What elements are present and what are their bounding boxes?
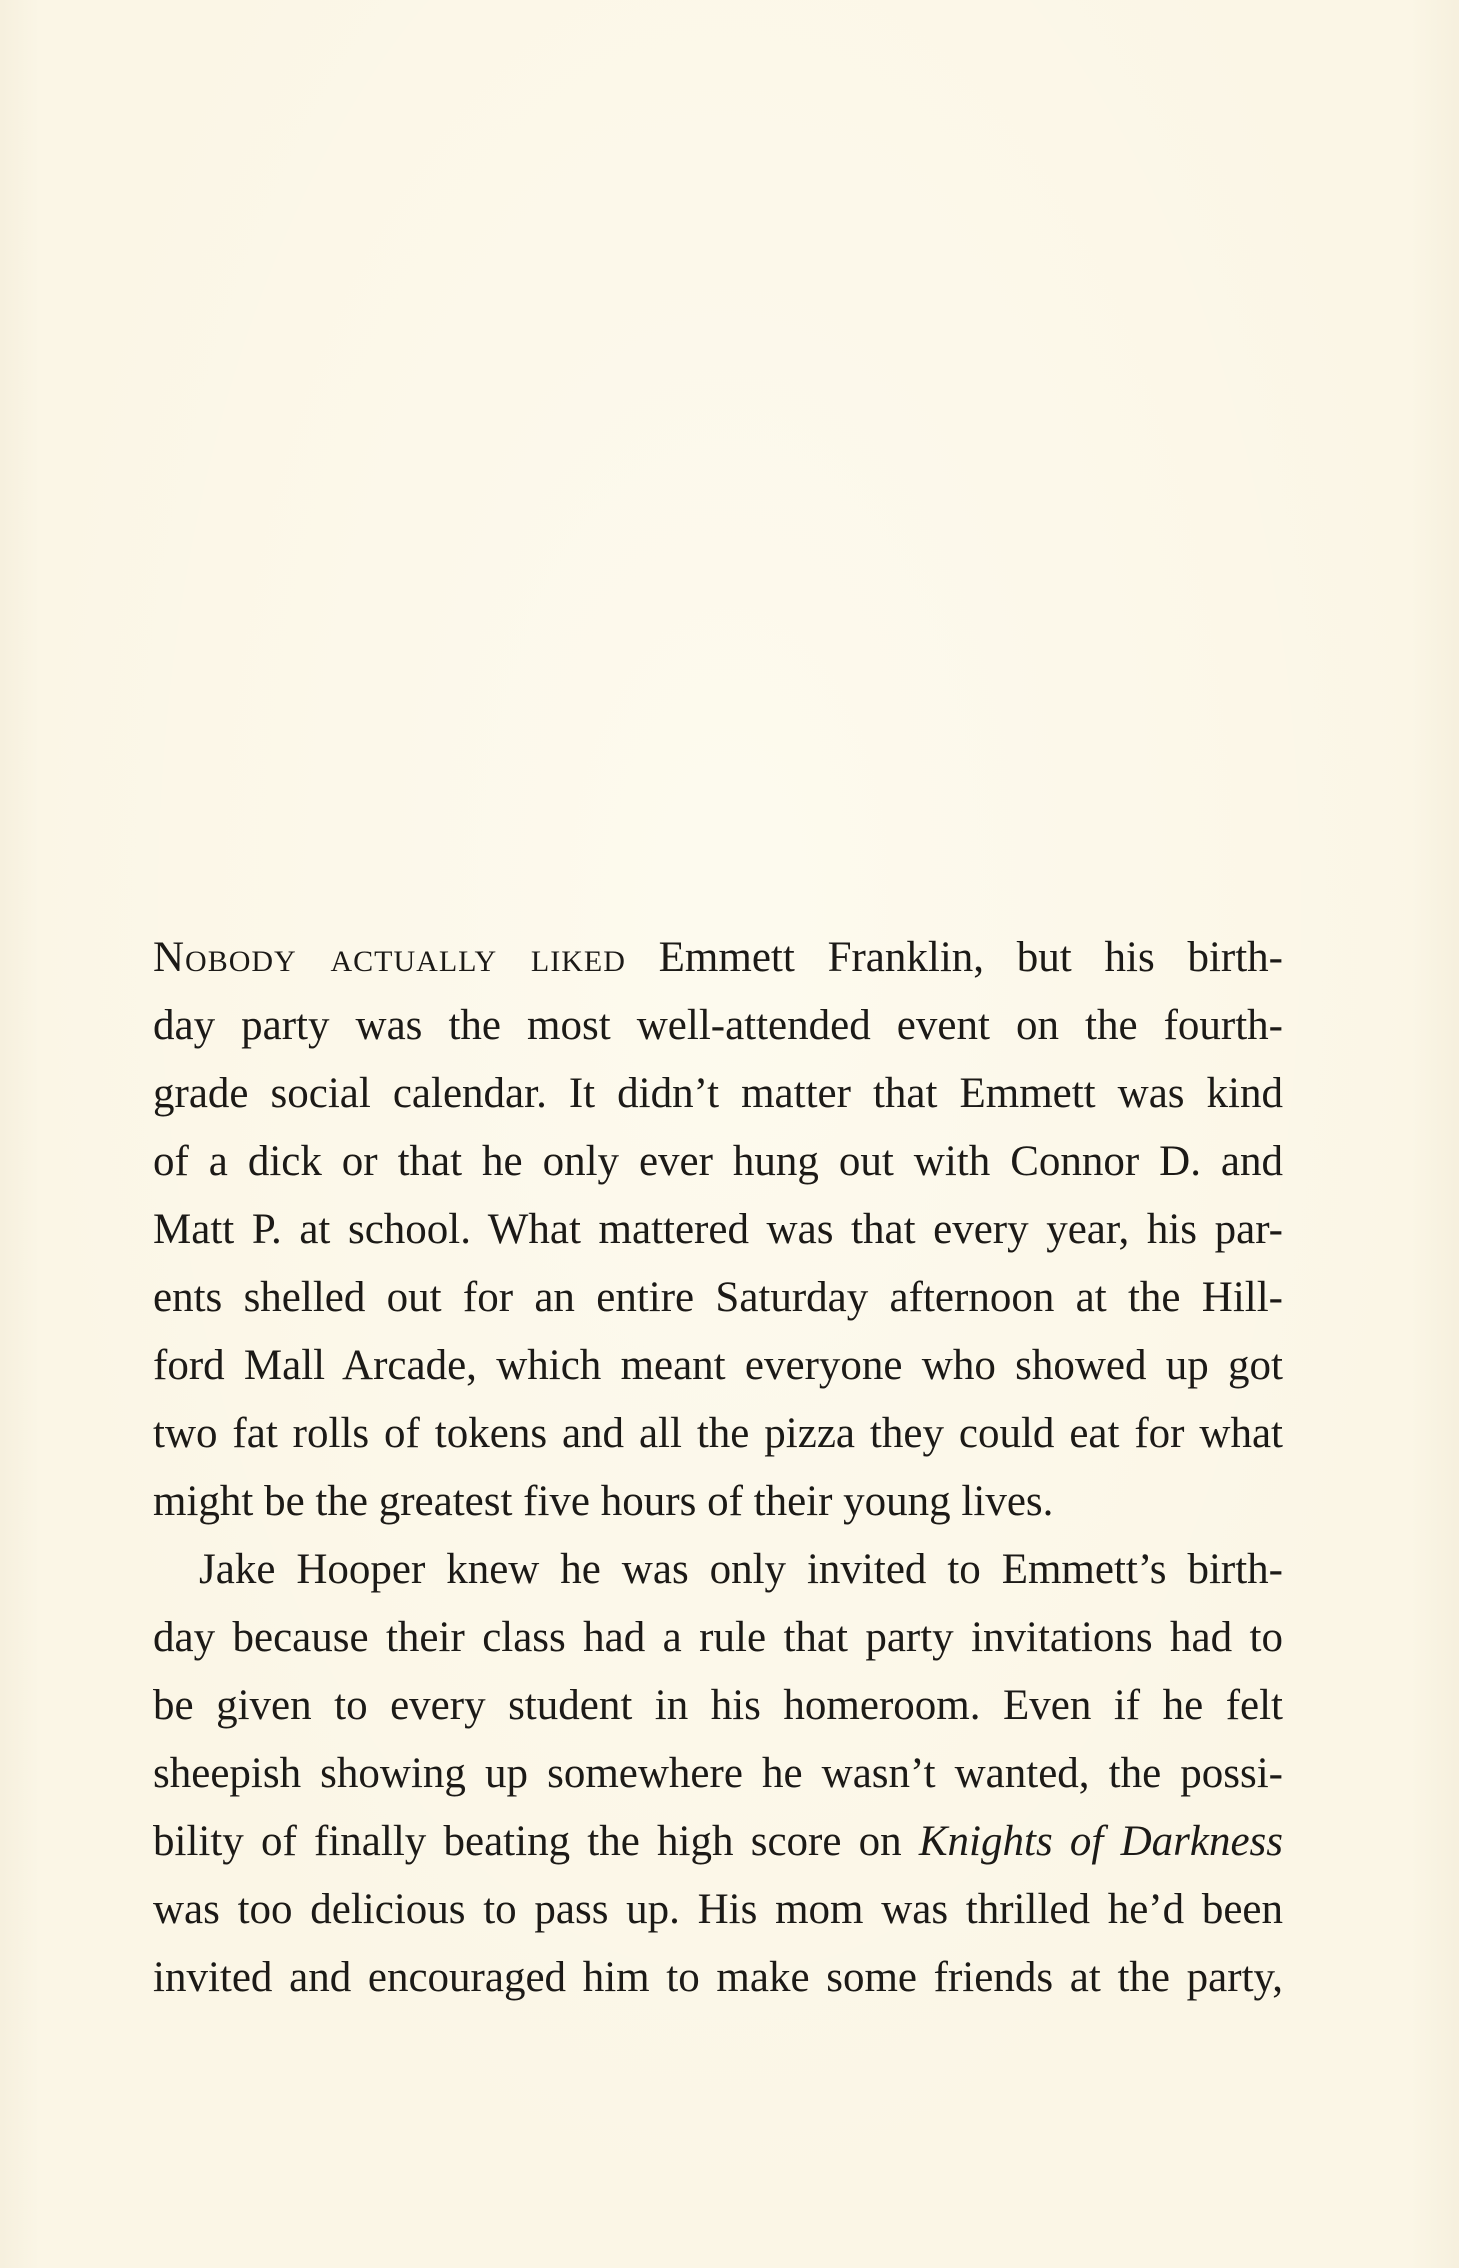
paragraph-1-line-2: day party was the most well-attended event on the fourth- bbox=[153, 1002, 1283, 1049]
paragraph-1-line-1-text: Emmett Franklin, but his birth- bbox=[625, 934, 1284, 981]
paragraph-1-line-8: two fat rolls of tokens and all the pizza they could eat for what bbox=[153, 1410, 1283, 1457]
paragraph-2-line-3: be given to every student in his homeroom. Even if he felt bbox=[153, 1682, 1283, 1729]
paragraph-1-line-5: Matt P. at school. What mattered was that every year, his par- bbox=[153, 1206, 1283, 1253]
paragraph-2-line-1: Jake Hooper knew he was only invited to Emmett’s birth- bbox=[199, 1546, 1283, 1593]
paragraph-2-line-5-text: bility of finally beating the high score on bbox=[153, 1818, 919, 1865]
paragraph-1-line-1 bbox=[153, 924, 1283, 992]
paragraph-2-line-4: sheepish showing up somewhere he wasn’t wanted, the possi- bbox=[153, 1750, 1283, 1797]
game-title-italic: Knights of Darkness bbox=[918, 1818, 1283, 1865]
paragraph-2-line-7: invited and encouraged him to make some friends at the party, bbox=[153, 1954, 1283, 2001]
paragraph-2-line-6: was too delicious to pass up. His mom was thrilled he’d been bbox=[153, 1886, 1283, 1933]
paragraph-1-line-9: might be the greatest five hours of their young lives. bbox=[153, 1478, 1054, 1525]
paragraph-2-line-5 bbox=[153, 1808, 1283, 1876]
paragraph-1-line-7: ford Mall Arcade, which meant everyone who showed up got bbox=[153, 1342, 1283, 1389]
body-text bbox=[153, 924, 1283, 2012]
paragraph-1-line-4: of a dick or that he only ever hung out with Connor D. and bbox=[153, 1138, 1283, 1185]
paragraph-1-line-6: ents shelled out for an entire Saturday afternoon at the Hill- bbox=[153, 1274, 1283, 1321]
lead-in-small-caps: Nobody actually liked bbox=[153, 934, 626, 981]
paragraph-1-line-3: grade social calendar. It didn’t matter that Emmett was kind bbox=[153, 1070, 1283, 1117]
paragraph-2-line-2: day because their class had a rule that party invitations had to bbox=[153, 1614, 1283, 1661]
